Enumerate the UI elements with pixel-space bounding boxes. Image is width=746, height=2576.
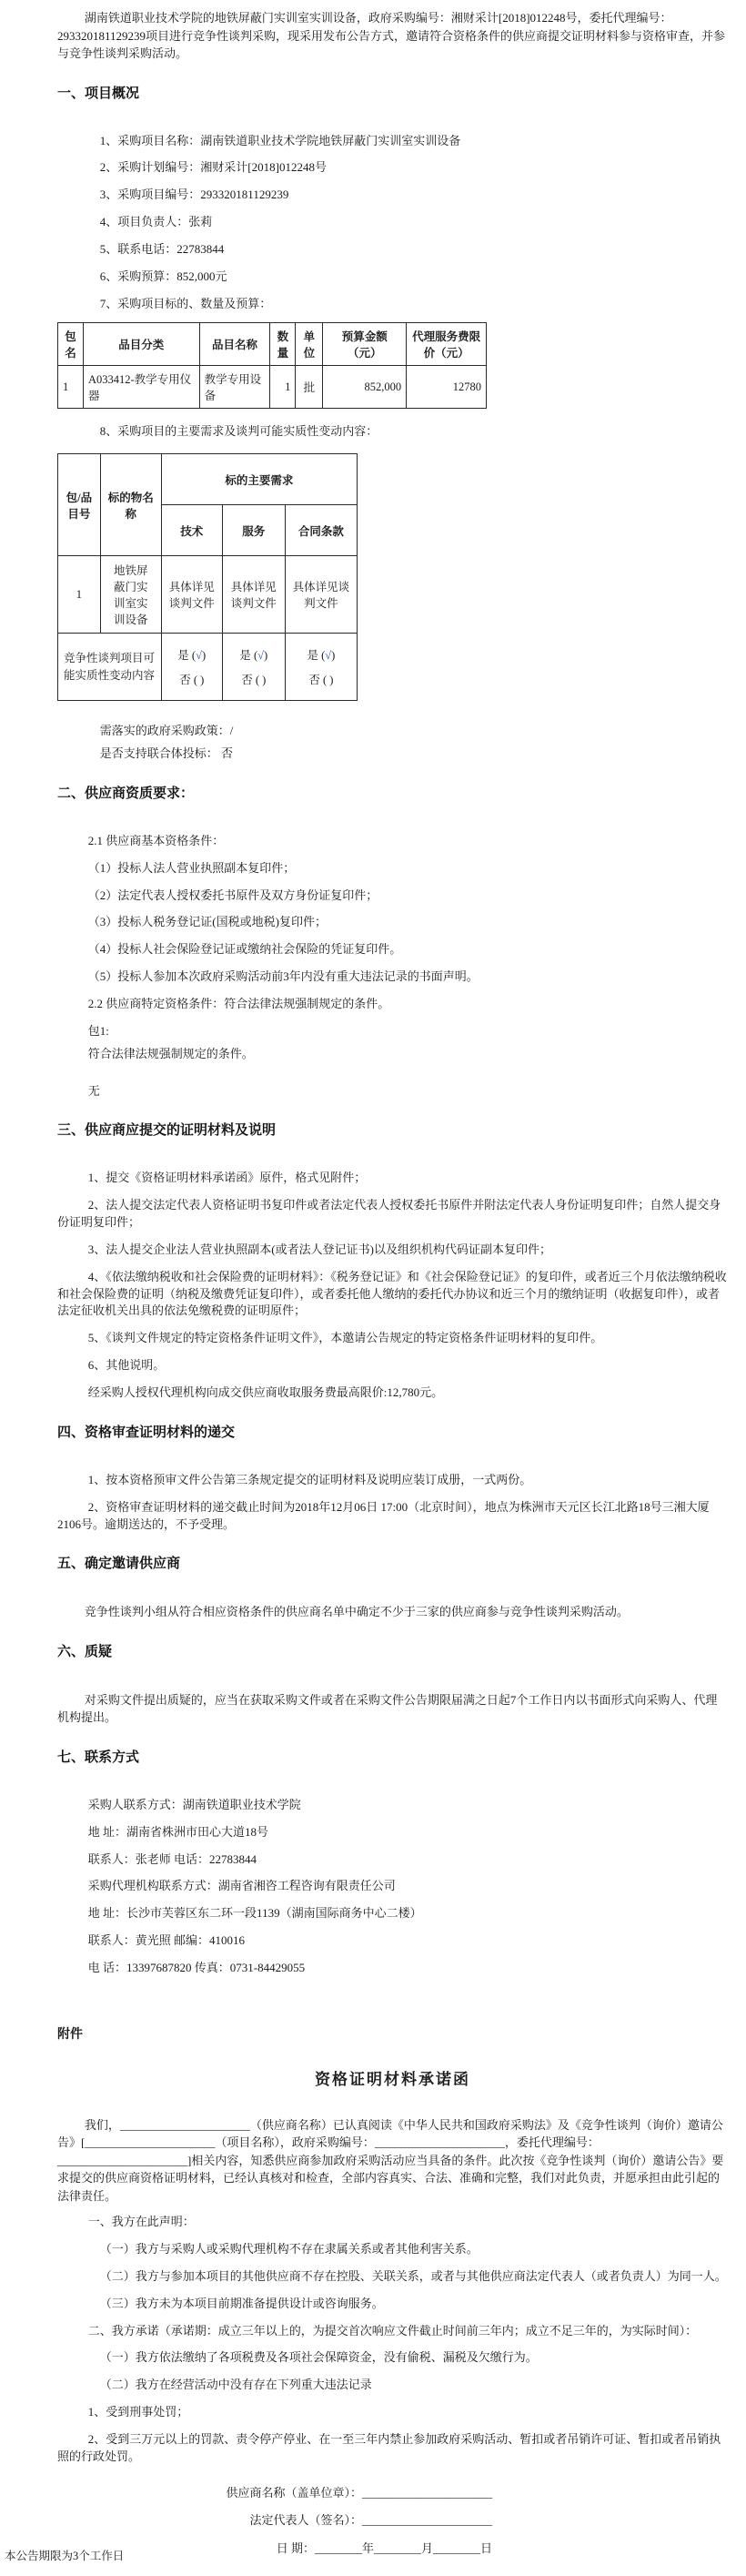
qualification-line: （4）投标人社会保险登记证或缴纳社会保险的凭证复印件。 xyxy=(87,942,402,957)
no-option: 否 ( ) xyxy=(179,674,205,687)
cell-package-item: 1 xyxy=(58,556,101,634)
qualification-line: 2.1 供应商基本资格条件： xyxy=(87,833,225,847)
check-mark: √ xyxy=(196,649,202,663)
declaration-line: （二）我方在经营活动中没有存在下列重大违法记录 xyxy=(99,2378,372,2392)
cell-contract-terms: 具体详见谈判文件 xyxy=(285,556,357,634)
inquiry-body: 对采购文件提出质疑的，应当在获取采购文件或者在采购文件公告期限届满之日起7个工作日内以书面形式向采购人、代理机构提出。 xyxy=(57,1692,718,1725)
cell-category: A033412-教学专用仪器 xyxy=(83,366,199,409)
column-header-subject-name: 标的物名称 xyxy=(100,454,161,556)
attachment-label: 附件 xyxy=(57,2025,83,2041)
declaration-line: （三）我方未为本项目前期准备提供设计或咨询服务。 xyxy=(99,2296,384,2310)
check-mark: √ xyxy=(257,649,264,663)
cell-budget-amount: 852,000 xyxy=(323,366,407,409)
yes-option: 是 (√) xyxy=(307,649,336,663)
budget-table-intro-line: 7、采购项目标的、数量及预算： xyxy=(99,296,272,310)
qualification-line: 2.2 供应商特定资格条件：符合法律法规强制规定的条件。 xyxy=(87,997,390,1010)
column-header-agency-fee: 代理服务费限价（元） xyxy=(407,323,487,366)
table-header-row xyxy=(58,323,487,366)
agency-phone-fax-line: 电 话：13397687820 传真：0731-84429055 xyxy=(87,1960,306,1974)
date-signature-line: 日 期：________年________月________日 xyxy=(276,2541,492,2555)
column-header-service: 服务 xyxy=(222,505,285,556)
submission-deadline-item: 2、资格审查证明材料的递交截止时间为2018年12月06日 17:00（北京时间），地点为株洲市天元区长江北路18号三湘大厦2106号。逾期送达的，不予受理。 xyxy=(57,1499,710,1531)
policy-line: 需落实的政府采购政策：/ xyxy=(99,724,234,738)
qualification-line: （2）法定代表人授权委托书原件及双方身份证复印件； xyxy=(87,887,378,902)
agency-contact-line: 采购代理机构联系方式：湖南省湘咨工程咨询有限责任公司 xyxy=(87,1879,396,1893)
cell-change-technical xyxy=(161,634,222,701)
qualification-line: （5）投标人参加本次政府采购活动前3年内没有重大违法记录的书面声明。 xyxy=(87,969,479,984)
declaration-line: （二）我方与参加本项目的其他供应商不存在控股、关联关系，或者与其他供应商法定代表人（或者负责人）为同一人。 xyxy=(99,2268,727,2283)
certification-item: 1、提交《资格证明材料承诺函》原件，格式见附件； xyxy=(87,1171,367,1185)
certification-item: 4、《依法缴纳税收和社会保险费的证明材料》：《税务登记证》和《社会保险登记证》的复印件，或者近三个月依法缴纳税收和社会保险费的证明（纳税及缴费凭证复印件），或者委托他人缴纳的委托代办协议和近三个月的缴纳证明（收据复印件），或者法定征收机关出具的依法免缴税费的证明原件； xyxy=(57,1269,727,1318)
column-header-quantity: 数量 xyxy=(270,323,296,366)
column-header-package: 包名 xyxy=(58,323,84,366)
package-condition-line: 符合法律法规强制规定的条件。 xyxy=(87,1046,254,1060)
cell-subject-name: 地铁屏蔽门实训室实训设备 xyxy=(100,556,161,634)
check-mark: √ xyxy=(325,649,332,663)
no-option: 否 ( ) xyxy=(241,674,267,687)
contact-phone-line: 5、联系电话：22783844 xyxy=(99,241,225,256)
purchaser-person-line: 联系人：张老师 电话：22783844 xyxy=(87,1851,257,1866)
announcement-period-note: 本公告期限为3个工作日 xyxy=(5,2550,125,2563)
qualification-line: （3）投标人税务登记证(国税或地税)复印件； xyxy=(87,915,327,929)
declaration-line: 2、受到三万元以上的罚款、责令停产停业、在一至三年内禁止参加政府采购活动、暂扣或者吊销许可证、暂扣或者吊销执照的行政处罚。 xyxy=(57,2432,721,2463)
cell-package: 1 xyxy=(58,366,84,409)
qualification-line: （1）投标人法人营业执照副本复印件； xyxy=(87,860,296,875)
cell-change-service xyxy=(222,634,285,701)
cell-service: 具体详见谈判文件 xyxy=(222,556,285,634)
yes-option: 是 (√) xyxy=(177,649,207,663)
no-option: 否 ( ) xyxy=(308,674,334,687)
cell-unit: 批 xyxy=(296,366,323,409)
declaration-line: （一）我方依法缴纳了各项税费及各项社会保障资金，没有偷税、漏税及欠缴行为。 xyxy=(99,2350,538,2365)
none-line: 无 xyxy=(87,1083,100,1098)
declaration-line: 二、我方承诺（承诺期：成立三年以上的，为提交首次响应文件截止时间前三年内；成立不足三年的，为实际时间）： xyxy=(87,2323,698,2338)
plan-number-line: 2、采购计划编号：湘财采计[2018]012248号 xyxy=(99,160,327,175)
agency-address-line: 地 址：长沙市芙蓉区东二环一段1139（湖南国际商务中心二楼） xyxy=(87,1906,422,1921)
declaration-line: 1、受到刑事处罚； xyxy=(87,2405,189,2419)
section-heading-inquiry: 六、质疑 xyxy=(57,1643,113,1659)
project-name-line: 1、采购项目名称：湖南铁道职业技术学院地铁屏蔽门实训室实训设备 xyxy=(99,133,461,147)
budget-table xyxy=(57,322,487,409)
purchaser-address-line: 地 址：湖南省株洲市田心大道18号 xyxy=(87,1824,269,1839)
declaration-line: （一）我方与采购人或采购代理机构不存在隶属关系或者其他利害关系。 xyxy=(99,2242,479,2257)
column-header-item-name: 品目名称 xyxy=(199,323,270,366)
yes-option: 是 (√) xyxy=(239,649,268,663)
project-leader-line: 4、项目负责人：张莉 xyxy=(99,215,213,229)
cell-item-name: 教学专用设备 xyxy=(199,366,270,409)
cell-agency-fee: 12780 xyxy=(407,366,487,409)
column-header-technical: 技术 xyxy=(161,505,222,556)
commitment-letter-paragraph: 我们，______________________（供应商名称）已认真阅读《中华人民共和国政府采购法》及《竞争性谈判（询价）邀请公告》[______________________（项目名称），政府采购编号：______________________，委托代理编号：______________________]相关内容，知悉供应商参加政府采购活动应当具备的条件。此次按《竞争性谈判（询价）邀请公告》要求提交的供应商资格证明材料，已经认真核对和检查，全部内容真实、合法、准确和完整，我们对此负责，并愿承担由此引起的法律责任。 xyxy=(57,2117,724,2203)
table-row xyxy=(58,556,358,634)
signature-block xyxy=(57,2484,492,2558)
project-number-line: 3、采购项目编号：293320181129239 xyxy=(99,188,289,202)
column-header-package-item: 包/品目号 xyxy=(58,454,101,556)
section-heading-certification-materials: 三、供应商应提交的证明材料及说明 xyxy=(57,1122,277,1139)
table-header-row xyxy=(58,454,358,505)
declaration-line: 一、我方在此声明： xyxy=(87,2215,195,2229)
column-header-contract-terms: 合同条款 xyxy=(285,505,357,556)
purchaser-contact-line: 采购人联系方式：湖南铁道职业技术学院 xyxy=(87,1797,301,1811)
package-label-line: 包1: xyxy=(87,1023,109,1038)
cell-change-label: 竞争性谈判项目可能实质性变动内容 xyxy=(58,634,162,701)
agency-person-line: 联系人：黄光照 邮编：410016 xyxy=(87,1933,246,1948)
cell-quantity: 1 xyxy=(270,366,296,409)
column-header-main-requirements: 标的主要需求 xyxy=(161,454,357,505)
certification-item: 2、法人提交法定代表人资格证明书复印件或者法定代表人授权委托书原件并附法定代表人身份证明复印件；自然人提交身份证明复印件； xyxy=(57,1198,721,1230)
requirements-table xyxy=(57,453,358,701)
section-heading-supplier-qualifications: 二、供应商资质要求： xyxy=(57,785,195,801)
legal-rep-signature-line: 法定代表人（签名）：______________________ xyxy=(249,2513,492,2528)
requirements-table-intro-line: 8、采购项目的主要需求及谈判可能实质性变动内容： xyxy=(99,424,378,439)
attachment-title: 资格证明材料承诺函 xyxy=(315,2070,470,2088)
section-heading-materials-submission: 四、资格审查证明材料的递交 xyxy=(57,1424,236,1440)
cell-technical: 具体详见谈判文件 xyxy=(161,556,222,634)
section-heading-contact-info: 七、联系方式 xyxy=(57,1749,140,1765)
budget-line: 6、采购预算：852,000元 xyxy=(99,269,227,283)
section-heading-project-overview: 一、项目概况 xyxy=(57,85,140,101)
submission-item: 1、按本资格预审文件公告第三条规定提交的证明材料及说明应装订成册，一式两份。 xyxy=(87,1472,532,1486)
intro-paragraph: 湖南铁道职业技术学院的地铁屏蔽门实训室实训设备，政府采购编号：湘财采计[2018]012248号，委托代理编号：293320181129239项目进行竞争性谈判采购，现采用发布公告方式，邀请符合资格条件的供应商提交证明材料参与资格审查，并参与竞争性谈判采购活动。 xyxy=(57,11,726,60)
certification-item: 5、《谈判文件规定的特定资格条件证明文件》，本邀请公告规定的特定资格条件证明材料的复印件。 xyxy=(87,1331,603,1345)
column-header-category: 品目分类 xyxy=(83,323,199,366)
consortium-line: 是否支持联合体投标： 否 xyxy=(99,746,234,761)
table-row xyxy=(58,366,487,409)
certification-item: 3、法人提交企业法人营业执照副本(或者法人登记证书)以及组织机构代码证副本复印件； xyxy=(87,1242,551,1256)
supplier-name-signature-line: 供应商名称（盖单位章）：______________________ xyxy=(226,2485,492,2500)
cell-change-contract xyxy=(285,634,357,701)
section-heading-invited-suppliers: 五、确定邀请供应商 xyxy=(57,1556,181,1572)
column-header-unit: 单位 xyxy=(296,323,323,366)
column-header-budget-amount: 预算金额（元） xyxy=(323,323,407,366)
table-row-substantive-change xyxy=(58,634,358,701)
certification-item: 6、其他说明。 xyxy=(87,1358,166,1373)
invited-suppliers-body: 竞争性谈判小组从符合相应资格条件的供应商名单中确定不少于三家的供应商参与竞争性谈判采购活动。 xyxy=(84,1605,629,1619)
service-fee-note: 经采购人授权代理机构向成交供应商收取服务费最高限价:12,780元。 xyxy=(87,1384,444,1399)
